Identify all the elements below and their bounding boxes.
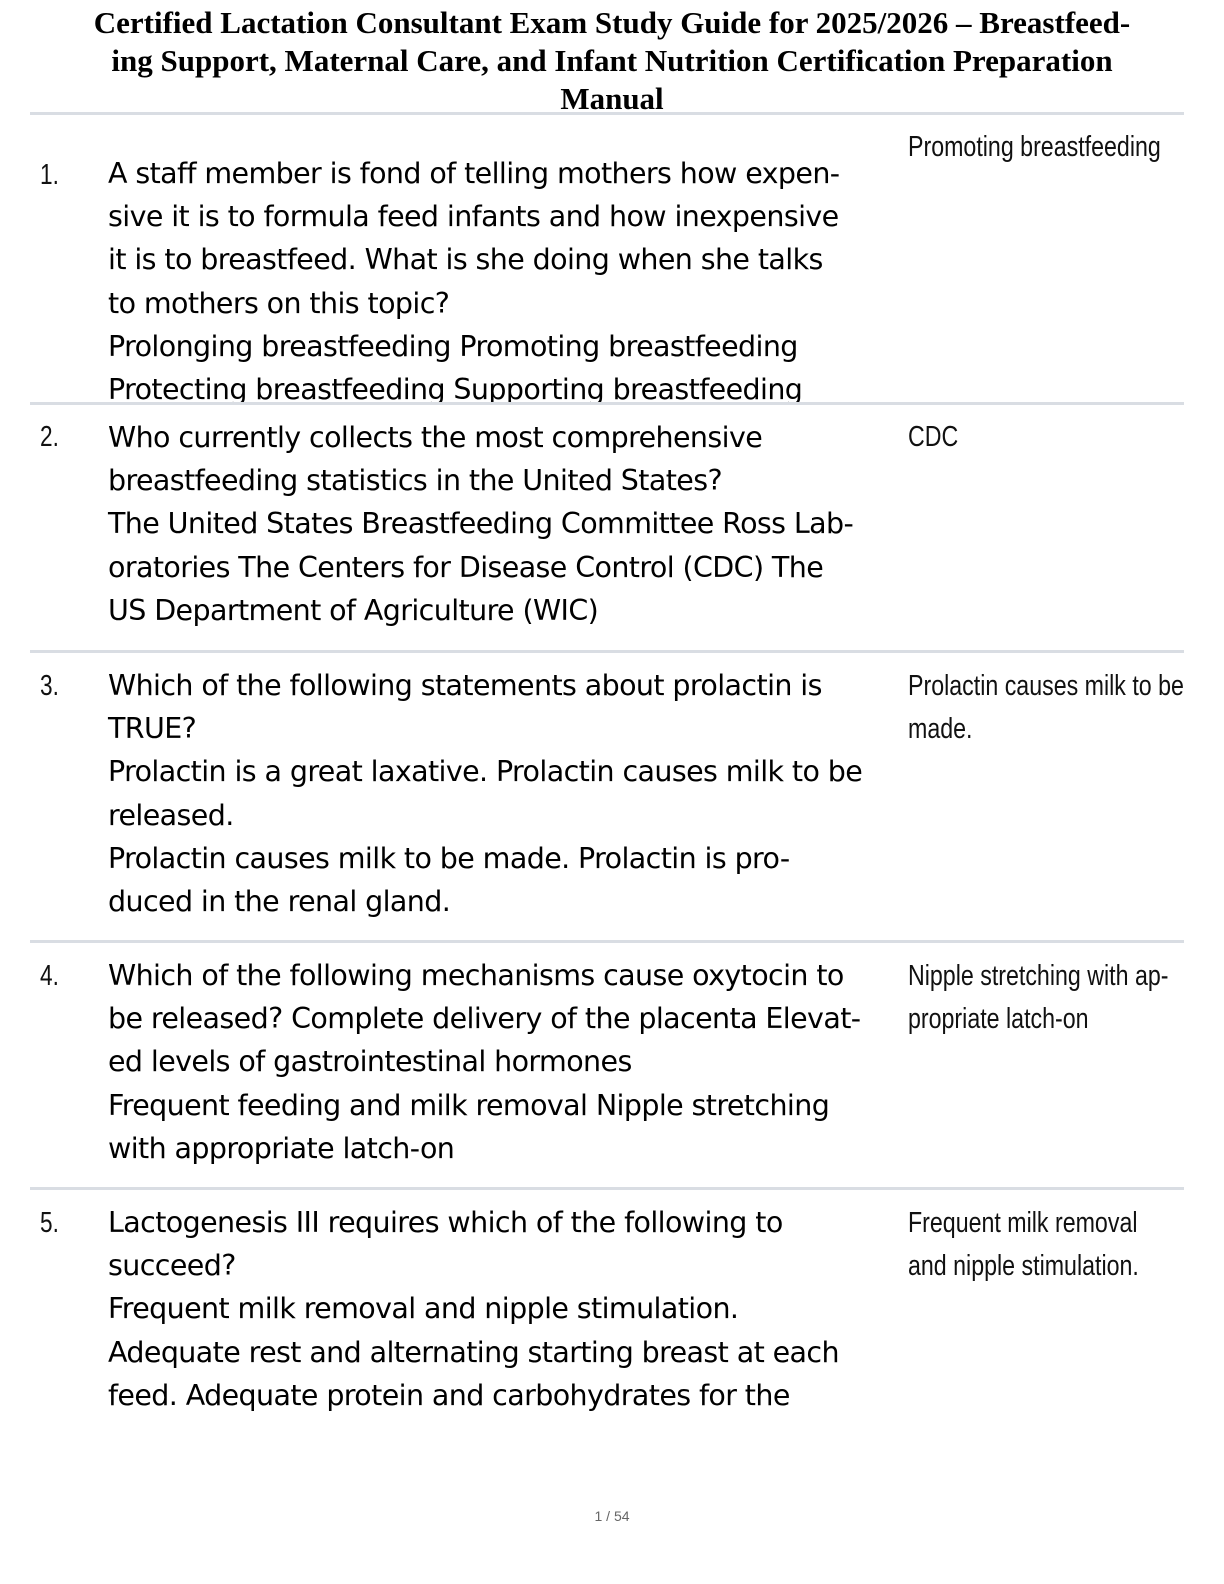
answer-text: Frequent milk removal and nipple stimulation. [908, 1207, 1139, 1282]
question-text: Which of the following statements about prolactin is TRUE? Prolactin is a great laxative. Prolactin causes milk to be released. Prolactin causes milk to be made. Prolactin is pro- duced in the renal gland. [108, 669, 863, 919]
question-number: 5. [40, 1207, 59, 1239]
answer-text: Nipple stretching with ap- propriate latch-on [908, 960, 1169, 1035]
divider [30, 1187, 1184, 1190]
question-text: Which of the following mechanisms cause oxytocin to be released? Complete delivery of the placenta Elevat- ed levels of gastrointestinal hormones Frequent feeding and milk removal Nipple stretching with appropriate latch-on [108, 959, 861, 1165]
divider [30, 650, 1184, 653]
document-title [20, 4, 1204, 118]
title-line: ing Support, Maternal Care, and Infant Nutrition Certification Preparation [111, 43, 1113, 78]
question-number: 4. [40, 960, 59, 992]
divider [30, 112, 1184, 115]
question-text: Who currently collects the most comprehensive breastfeeding statistics in the United States? The United States Breastfeeding Committee Ross Lab- oratories The Centers for Disease Control (CDC) The US Department of Agriculture (WIC) [108, 421, 854, 627]
title-line: Certified Lactation Consultant Exam Study Guide for 2025/2026 – Breastfeed- [93, 5, 1131, 40]
divider [30, 402, 1184, 405]
title-line: Manual [560, 81, 664, 116]
question-text: Lactogenesis III requires which of the following to succeed? Frequent milk removal and nipple stimulation. Adequate rest and alternating starting breast at each feed. Adequate protein and carbohydrates for the [108, 1206, 839, 1412]
divider [30, 940, 1184, 943]
question-number: 1. [40, 159, 59, 191]
question-text: A staff member is fond of telling mothers how expen- sive it is to formula feed infants and how inexpensive it is to breastfeed. What is she doing when she talks to mothers on this topic? Prolonging breastfeeding Promoting breastfeeding Protecting breastfeeding Supporting breastfeeding [108, 157, 840, 407]
answer-text: Prolactin causes milk to be made. [908, 670, 1184, 745]
answer-text: CDC [908, 421, 959, 453]
question-number: 3. [40, 670, 59, 702]
page-indicator: 1 / 54 [594, 1508, 630, 1524]
answer-text: Promoting breastfeeding [908, 131, 1161, 163]
question-number: 2. [40, 421, 59, 453]
